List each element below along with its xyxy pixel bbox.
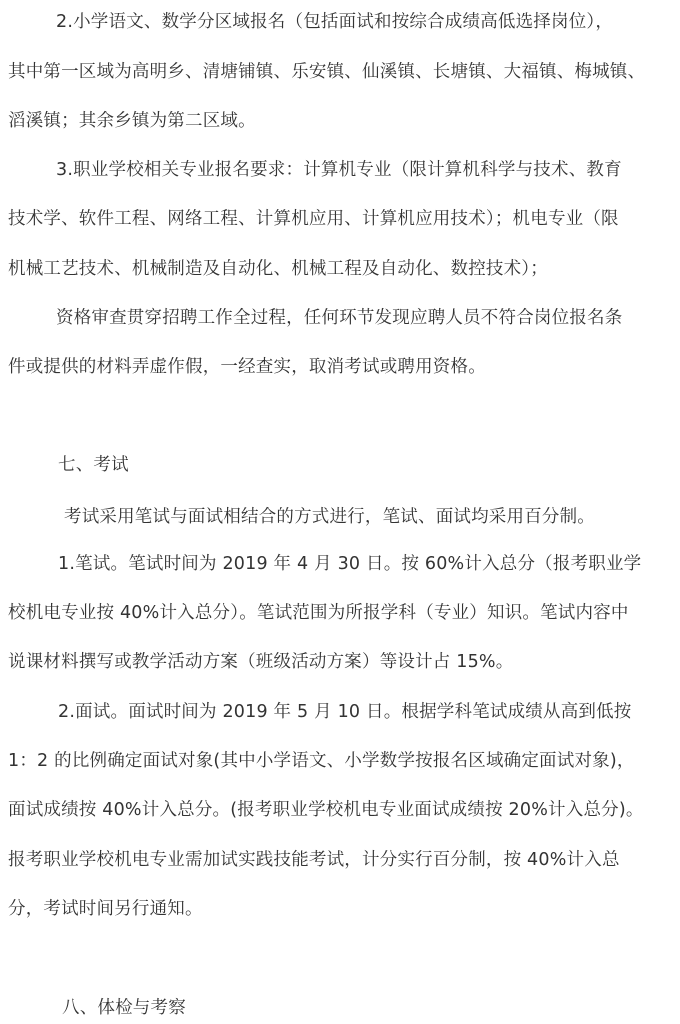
section-heading: 八、体检与考察 — [62, 998, 186, 1018]
paragraph-line: 1：2 的比例确定面试对象(其中小学语文、小学数学按报名区域确定面试对象)， — [8, 751, 635, 771]
paragraph-line: 考试采用笔试与面试相结合的方式进行，笔试、面试均采用百分制。 — [64, 507, 595, 527]
paragraph-line: 机械工艺技术、机械制造及自动化、机械工程及自动化、数控技术）； — [8, 259, 548, 279]
paragraph-line: 报考职业学校机电专业需加试实践技能考试，计分实行百分制，按 40%计入总 — [8, 850, 620, 870]
paragraph-line: 分，考试时间另行通知。 — [8, 899, 203, 919]
paragraph-line: 资格审查贯穿招聘工作全过程，任何环节发现应聘人员不符合岗位报名条 — [56, 308, 623, 328]
paragraph-line: 3.职业学校相关专业报名要求：计算机专业（限计算机科学与技术、教育 — [56, 160, 622, 180]
paragraph-line: 校机电专业按 40%计入总分）。笔试范围为所报学科（专业）知识。笔试内容中 — [8, 603, 629, 623]
paragraph-line: 1.笔试。笔试时间为 2019 年 4 月 30 日。按 60%计入总分（报考职业学 — [58, 554, 642, 574]
paragraph-line: 技术学、软件工程、网络工程、计算机应用、计算机应用技术）；机电专业（限 — [8, 209, 619, 229]
paragraph-line: 滔溪镇；其余乡镇为第二区域。 — [8, 111, 256, 131]
section-heading: 七、考试 — [58, 455, 129, 475]
paragraph-line: 说课材料撰写或教学活动方案（班级活动方案）等设计占 15%。 — [8, 652, 514, 672]
paragraph-line: 2.面试。面试时间为 2019 年 5 月 10 日。根据学科笔试成绩从高到低按 — [58, 702, 632, 722]
paragraph-line: 其中第一区域为高明乡、清塘铺镇、乐安镇、仙溪镇、长塘镇、大福镇、梅城镇、 — [8, 62, 646, 82]
paragraph-line: 件或提供的材料弄虚作假，一经查实，取消考试或聘用资格。 — [8, 357, 486, 377]
paragraph-line: 2.小学语文、数学分区域报名（包括面试和按综合成绩高低选择岗位）， — [56, 12, 614, 32]
paragraph-line: 面试成绩按 40%计入总分。(报考职业学校机电专业面试成绩按 20%计入总分)。 — [8, 800, 644, 820]
